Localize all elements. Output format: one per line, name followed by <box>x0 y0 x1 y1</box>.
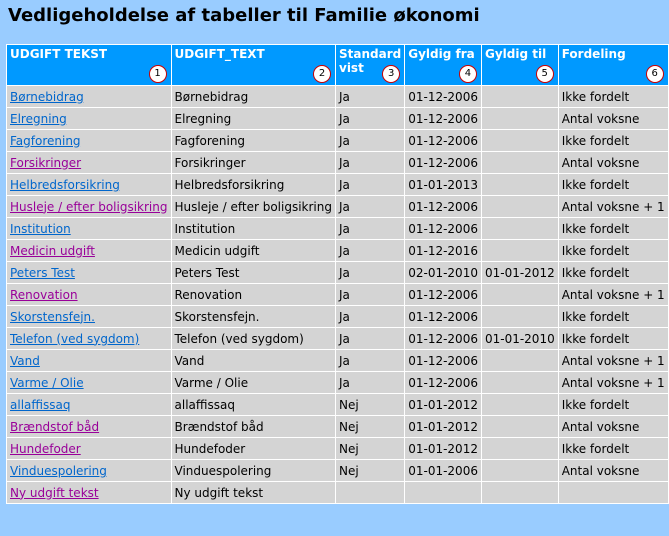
expense-table <box>6 44 669 504</box>
udgift-text-cell: Vand <box>172 350 336 371</box>
fordeling-cell: Antal voksne <box>559 416 668 437</box>
fordeling-cell: Ikke fordelt <box>559 328 668 349</box>
gyldig-fra-cell: 01-01-2012 <box>405 416 481 437</box>
udgift-text-cell: Hundefoder <box>172 438 336 459</box>
fordeling-cell: Antal voksne + 1 <box>559 372 668 393</box>
gyldig-til-cell <box>482 240 558 261</box>
fordeling-cell: Ikke fordelt <box>559 438 668 459</box>
standard-vist-cell: Ja <box>336 130 404 151</box>
gyldig-til-cell <box>482 350 558 371</box>
udgift-tekst-cell <box>7 416 171 437</box>
udgift-tekst-link[interactable]: Elregning <box>10 111 67 126</box>
column-header-label: Gyldig fra <box>408 47 475 61</box>
udgift-tekst-cell <box>7 240 171 261</box>
page-title: Vedligeholdelse af tabeller til Familie økonomi <box>8 5 480 26</box>
standard-vist-cell: Ja <box>336 86 404 107</box>
gyldig-til-cell <box>482 152 558 173</box>
gyldig-til-cell <box>482 284 558 305</box>
column-number-badge: 2 <box>313 65 331 83</box>
fordeling-cell: Ikke fordelt <box>559 218 668 239</box>
fordeling-cell: Ikke fordelt <box>559 240 668 261</box>
udgift-tekst-link[interactable]: Peters Test <box>10 265 75 280</box>
standard-vist-cell: Ja <box>336 152 404 173</box>
gyldig-til-cell <box>482 130 558 151</box>
udgift-tekst-link[interactable]: Telefon (ved sygdom) <box>10 331 140 346</box>
udgift-tekst-link[interactable]: Medicin udgift <box>10 243 95 258</box>
header-row <box>7 45 668 85</box>
udgift-text-cell: Peters Test <box>172 262 336 283</box>
column-header-label: Fordeling <box>561 47 626 61</box>
gyldig-fra-cell: 01-12-2006 <box>405 130 481 151</box>
column-header-fordeling <box>559 45 668 85</box>
table-row <box>7 438 668 459</box>
standard-vist-cell: Nej <box>336 394 404 415</box>
udgift-tekst-link[interactable]: Renovation <box>10 287 78 302</box>
udgift-tekst-link[interactable]: Institution <box>10 221 71 236</box>
standard-vist-cell: Nej <box>336 438 404 459</box>
column-header-label: UDGIFT TEKST <box>10 47 108 61</box>
udgift-text-cell: Husleje / efter boligsikring <box>172 196 336 217</box>
udgift-tekst-cell <box>7 482 171 503</box>
gyldig-til-cell: 01-01-2012 <box>482 262 558 283</box>
standard-vist-cell: Ja <box>336 306 404 327</box>
udgift-tekst-link[interactable]: Varme / Olie <box>10 375 84 390</box>
column-number-badge: 6 <box>646 65 664 83</box>
udgift-tekst-link[interactable]: Hundefoder <box>10 441 81 456</box>
standard-vist-cell: Nej <box>336 416 404 437</box>
gyldig-fra-cell: 01-12-2006 <box>405 196 481 217</box>
udgift-text-cell: Børnebidrag <box>172 86 336 107</box>
gyldig-fra-cell: 01-01-2006 <box>405 460 481 481</box>
column-header-udgift-text <box>172 45 336 85</box>
gyldig-til-cell <box>482 218 558 239</box>
table-row <box>7 108 668 129</box>
standard-vist-cell: Nej <box>336 460 404 481</box>
column-header-label: Standard vist <box>339 47 402 75</box>
udgift-tekst-cell <box>7 174 171 195</box>
table-row <box>7 328 668 349</box>
udgift-tekst-cell <box>7 262 171 283</box>
udgift-text-cell: Skorstensfejn. <box>172 306 336 327</box>
standard-vist-cell: Ja <box>336 240 404 261</box>
gyldig-til-cell <box>482 306 558 327</box>
gyldig-til-cell <box>482 108 558 129</box>
table-row <box>7 306 668 327</box>
standard-vist-cell: Ja <box>336 174 404 195</box>
gyldig-til-cell <box>482 416 558 437</box>
udgift-text-cell: Helbredsforsikring <box>172 174 336 195</box>
standard-vist-cell: Ja <box>336 196 404 217</box>
udgift-text-cell: Brændstof båd <box>172 416 336 437</box>
column-number-badge: 1 <box>149 65 167 83</box>
udgift-tekst-cell <box>7 130 171 151</box>
udgift-tekst-cell <box>7 196 171 217</box>
table-row <box>7 416 668 437</box>
udgift-tekst-cell <box>7 306 171 327</box>
udgift-tekst-cell <box>7 328 171 349</box>
gyldig-fra-cell: 01-12-2006 <box>405 152 481 173</box>
gyldig-fra-cell: 01-12-2006 <box>405 306 481 327</box>
gyldig-til-cell: 01-01-2010 <box>482 328 558 349</box>
udgift-tekst-cell <box>7 86 171 107</box>
fordeling-cell: Ikke fordelt <box>559 86 668 107</box>
table-row <box>7 350 668 371</box>
udgift-text-cell: Vinduespolering <box>172 460 336 481</box>
gyldig-til-cell <box>482 460 558 481</box>
udgift-tekst-cell <box>7 284 171 305</box>
table-row <box>7 262 668 283</box>
column-number-badge: 4 <box>459 65 477 83</box>
fordeling-cell: Ikke fordelt <box>559 130 668 151</box>
udgift-tekst-link[interactable]: Forsikringer <box>10 155 82 170</box>
udgift-text-cell: Renovation <box>172 284 336 305</box>
gyldig-fra-cell: 01-12-2006 <box>405 86 481 107</box>
gyldig-fra-cell: 01-12-2006 <box>405 350 481 371</box>
fordeling-cell: Ikke fordelt <box>559 306 668 327</box>
udgift-tekst-cell <box>7 438 171 459</box>
gyldig-fra-cell: 01-01-2012 <box>405 394 481 415</box>
standard-vist-cell: Ja <box>336 218 404 239</box>
udgift-tekst-cell <box>7 152 171 173</box>
udgift-tekst-cell <box>7 350 171 371</box>
gyldig-fra-cell: 01-12-2016 <box>405 240 481 261</box>
fordeling-cell: Ikke fordelt <box>559 262 668 283</box>
table-row <box>7 218 668 239</box>
table-row <box>7 460 668 481</box>
standard-vist-cell <box>336 482 404 503</box>
gyldig-til-cell <box>482 394 558 415</box>
gyldig-fra-cell <box>405 482 481 503</box>
udgift-tekst-link[interactable]: Vand <box>10 353 40 368</box>
udgift-tekst-link[interactable]: Husleje / efter boligsikring <box>10 199 168 214</box>
udgift-text-cell: Fagforening <box>172 130 336 151</box>
gyldig-fra-cell: 01-01-2013 <box>405 174 481 195</box>
table-body <box>7 86 668 503</box>
table-row <box>7 130 668 151</box>
udgift-tekst-cell <box>7 394 171 415</box>
gyldig-fra-cell: 01-12-2006 <box>405 328 481 349</box>
gyldig-til-cell <box>482 86 558 107</box>
gyldig-fra-cell: 01-12-2006 <box>405 218 481 239</box>
gyldig-fra-cell: 01-12-2006 <box>405 108 481 129</box>
fordeling-cell: Antal voksne + 1 <box>559 350 668 371</box>
column-header-label: Gyldig til <box>484 47 547 61</box>
column-header-gyldig-fra <box>405 45 481 85</box>
table-row <box>7 86 668 107</box>
standard-vist-cell: Ja <box>336 262 404 283</box>
fordeling-cell: Ikke fordelt <box>559 174 668 195</box>
udgift-text-cell: Ny udgift tekst <box>172 482 336 503</box>
column-header-standard-vist <box>336 45 404 85</box>
fordeling-cell: Antal voksne + 1 <box>559 284 668 305</box>
udgift-tekst-cell <box>7 372 171 393</box>
table-row <box>7 240 668 261</box>
gyldig-til-cell <box>482 196 558 217</box>
udgift-tekst-cell <box>7 108 171 129</box>
udgift-tekst-link[interactable]: Fagforening <box>10 133 81 148</box>
table-row <box>7 394 668 415</box>
table-row <box>7 196 668 217</box>
table-row <box>7 482 668 503</box>
fordeling-cell: Antal voksne <box>559 152 668 173</box>
column-header-udgift-tekst <box>7 45 171 85</box>
column-header-gyldig-til <box>482 45 558 85</box>
fordeling-cell <box>559 482 668 503</box>
gyldig-fra-cell: 01-12-2006 <box>405 372 481 393</box>
udgift-tekst-link[interactable]: Vinduespolering <box>10 463 107 478</box>
udgift-tekst-link[interactable]: Ny udgift tekst <box>10 485 99 500</box>
gyldig-til-cell <box>482 372 558 393</box>
udgift-text-cell: Institution <box>172 218 336 239</box>
udgift-tekst-cell <box>7 460 171 481</box>
fordeling-cell: Antal voksne + 1 <box>559 196 668 217</box>
udgift-text-cell: Forsikringer <box>172 152 336 173</box>
table-row <box>7 174 668 195</box>
udgift-text-cell: Varme / Olie <box>172 372 336 393</box>
table-row <box>7 152 668 173</box>
column-number-badge: 3 <box>382 65 400 83</box>
udgift-tekst-link[interactable]: Brændstof båd <box>10 419 100 434</box>
udgift-tekst-cell <box>7 218 171 239</box>
standard-vist-cell: Ja <box>336 328 404 349</box>
udgift-tekst-link[interactable]: allaffissaq <box>10 397 71 412</box>
udgift-tekst-link[interactable]: Skorstensfejn. <box>10 309 95 324</box>
standard-vist-cell: Ja <box>336 372 404 393</box>
gyldig-fra-cell: 01-12-2006 <box>405 284 481 305</box>
column-number-badge: 5 <box>536 65 554 83</box>
column-header-label: UDGIFT_TEXT <box>174 47 265 61</box>
udgift-text-cell: allaffissaq <box>172 394 336 415</box>
fordeling-cell: Ikke fordelt <box>559 394 668 415</box>
udgift-text-cell: Elregning <box>172 108 336 129</box>
gyldig-til-cell <box>482 438 558 459</box>
udgift-tekst-link[interactable]: Børnebidrag <box>10 89 84 104</box>
table-row <box>7 284 668 305</box>
fordeling-cell: Antal voksne <box>559 108 668 129</box>
gyldig-til-cell <box>482 482 558 503</box>
udgift-text-cell: Telefon (ved sygdom) <box>172 328 336 349</box>
gyldig-til-cell <box>482 174 558 195</box>
udgift-text-cell: Medicin udgift <box>172 240 336 261</box>
gyldig-fra-cell: 01-01-2012 <box>405 438 481 459</box>
standard-vist-cell: Ja <box>336 108 404 129</box>
standard-vist-cell: Ja <box>336 284 404 305</box>
standard-vist-cell: Ja <box>336 350 404 371</box>
fordeling-cell: Antal voksne <box>559 460 668 481</box>
udgift-tekst-link[interactable]: Helbredsforsikring <box>10 177 120 192</box>
gyldig-fra-cell: 02-01-2010 <box>405 262 481 283</box>
table-row <box>7 372 668 393</box>
